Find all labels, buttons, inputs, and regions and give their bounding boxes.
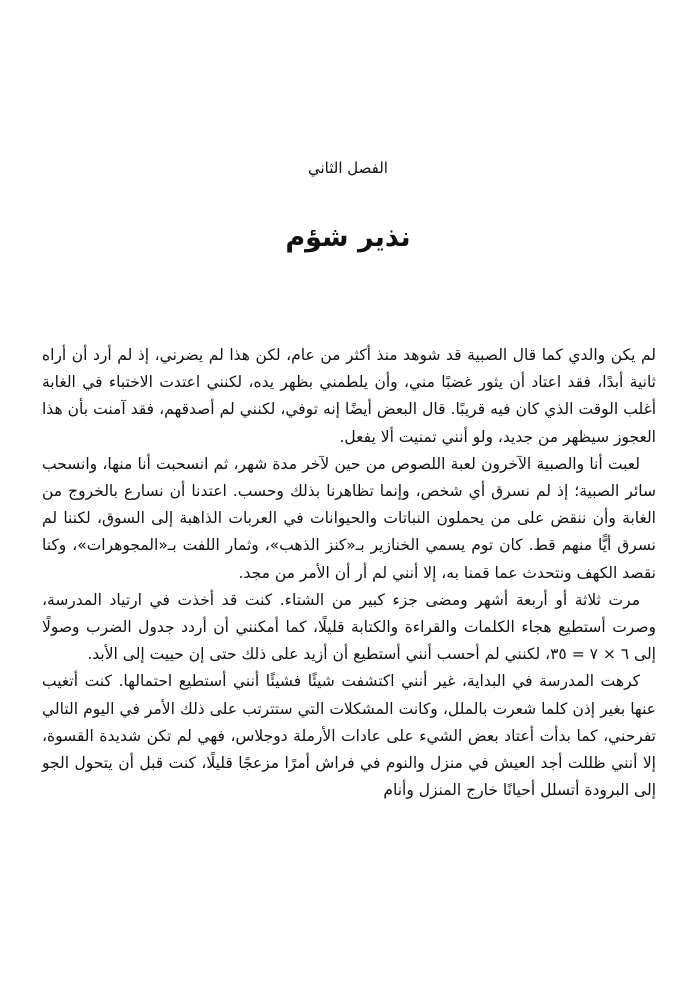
chapter-number: الفصل الثاني <box>308 159 388 177</box>
paragraph: لعبت أنا والصبية الآخرون لعبة اللصوص من حين لآخر مدة شهر، ثم انسحبت أنا منها، وانسحب سائر الصبية؛ إذ لم نسرق أي شخص، وإنما تظاهرنا بذلك وحسب. اعتدنا أن نسارع بالخروج من الغابة وأن ننقض على من يحملون النباتات والحيوانات في العربات الذاهبة إلى السوق، لكننا لم نسرق أيًّا منهم قط. كان توم يسمي الخنازير بـ«كنز الذهب»، وثمار اللفت بـ«المجوهرات»، وكنا نقصد الكهف ونتحدث عما قمنا به، إلا أنني لم أر أن الأمر من مجد. <box>42 454 656 582</box>
chapter-body <box>42 342 656 804</box>
paragraph: مرت ثلاثة أو أربعة أشهر ومضى جزء كبير من الشتاء. كنت قد أخذت في ارتياد المدرسة، وصرت أستطيع هجاء الكلمات والقراءة والكتابة قليلًا، كما أمكنني أن أردد جدول الضرب وصولًا إلى ٦ × ٧ = ٣٥، لكنني لم أحسب أنني أستطيع أن أزيد على ذلك حتى إن حييت إلى الأبد. <box>42 590 656 664</box>
paragraph: لم يكن والدي كما قال الصبية قد شوهد منذ أكثر من عام، لكن هذا لم يضرني، إذ لم أرد أن أراه ثانية أبدًا، فقد اعتاد أن يثور غضبًا مني، وأن يلطمني بظهر يده، لكنني اعتدت الاختباء في الغابة أغلب الوقت الذي كان فيه قريبًا. قال البعض أيضًا إنه توفي، لكنني لم أصدقهم، فقد آمنت بأن هذا العجوز سيظهر من جديد، ولو أنني تمنيت ألا يفعل. <box>42 346 656 446</box>
chapter-title: نذير شؤم <box>285 222 411 253</box>
paragraph: كرهت المدرسة في البداية، غير أنني اكتشفت شيئًا فشيئًا أنني أستطيع احتمالها. كنت أتغيب عنها بغير إذن كلما شعرت بالملل، وكانت المشكلات التي ستترتب على ذلك الأمر في اليوم التالي تفرحني، كما بدأت أعتاد بعض الشيء على عادات الأرملة دوجلاس، فهي لم تكن شديدة القسوة، إلا أنني ظللت أجد العيش في منزل والنوم في فراش أمرًا مزعجًا قليلًا، كنت قبل أن يتحول الجو إلى البرودة أتسلل أحيانًا خارج المنزل وأنام <box>42 672 656 800</box>
